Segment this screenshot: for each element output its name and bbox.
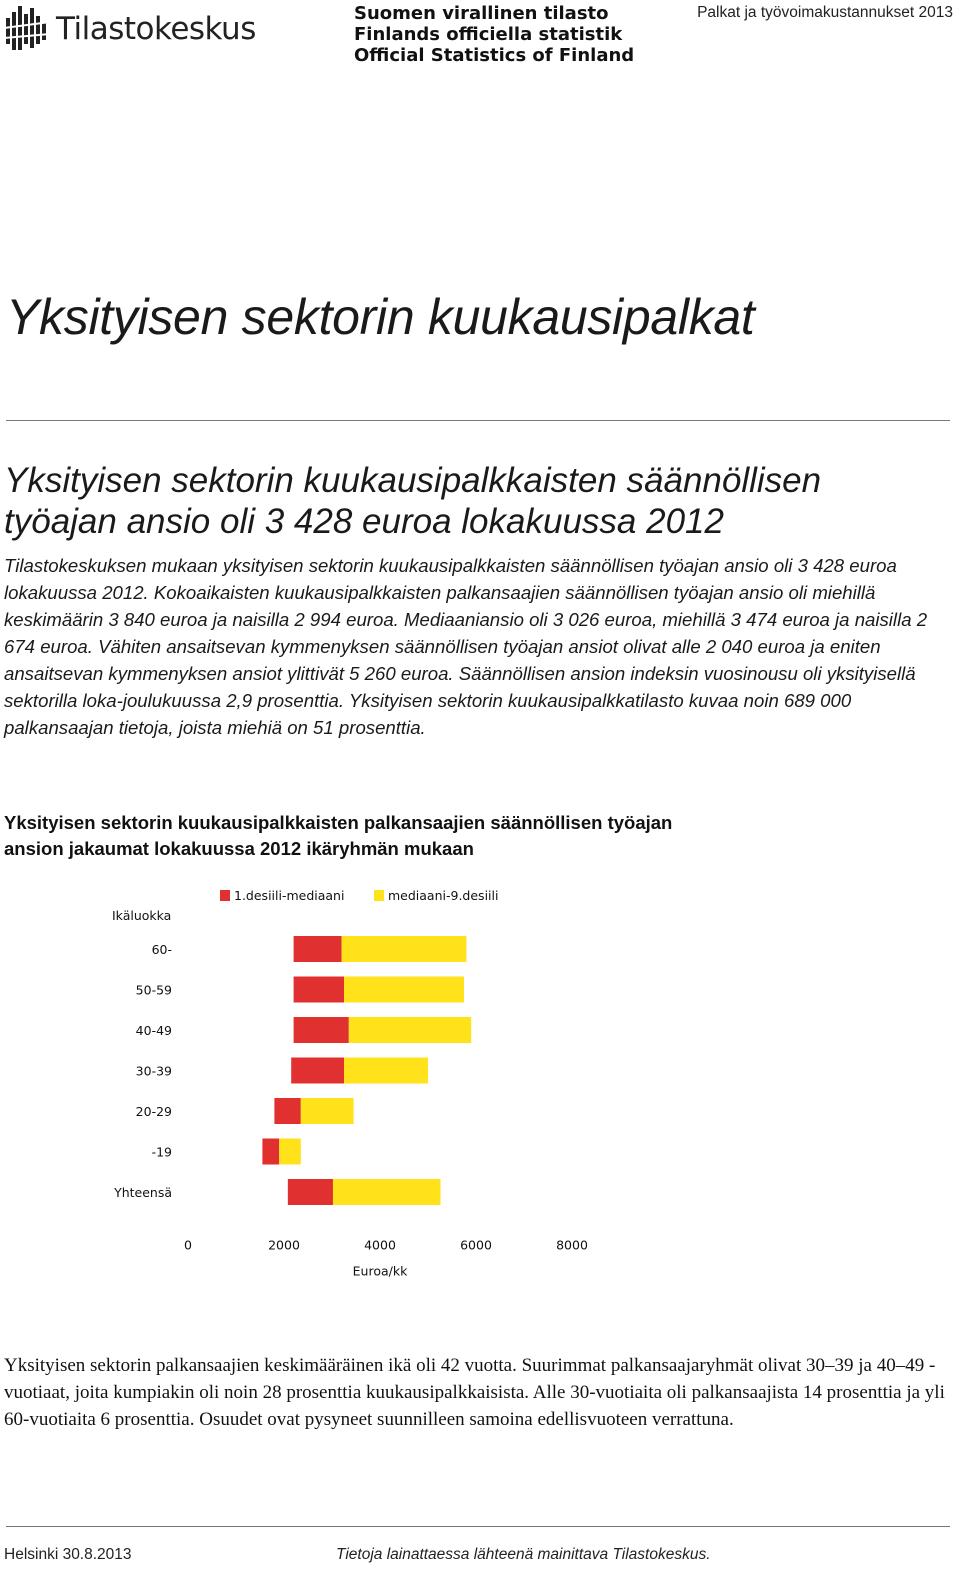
legend-label: 1.desiili-mediaani bbox=[234, 888, 345, 903]
bar-low bbox=[262, 1139, 279, 1165]
category-label: -19 bbox=[151, 1144, 172, 1160]
category-label: 50-59 bbox=[135, 982, 172, 998]
bar-low bbox=[291, 1058, 344, 1084]
x-tick-label: 6000 bbox=[460, 1237, 492, 1253]
footer-divider bbox=[6, 1526, 950, 1527]
bar-low bbox=[288, 1179, 333, 1205]
logo-mark-icon bbox=[4, 4, 50, 54]
legend-swatch bbox=[374, 890, 384, 901]
section-heading: Yksityisen sektorin kuukausipalkkaisten säännöllisen työajan ansio oli 3 428 euroa lokakuussa 2012 bbox=[4, 461, 822, 541]
page-title: Yksityisen sektorin kuukausipalkat bbox=[6, 289, 755, 345]
bar-low bbox=[294, 1017, 349, 1043]
official-statistics-label bbox=[354, 3, 634, 66]
chart-svg bbox=[100, 880, 620, 1279]
x-tick-label: 4000 bbox=[364, 1237, 396, 1253]
page-header bbox=[0, 0, 960, 70]
official-line-en: Official Statistics of Finland bbox=[354, 45, 635, 66]
legend-swatch bbox=[220, 890, 230, 901]
category-label: 60- bbox=[151, 942, 172, 957]
x-tick-label: 0 bbox=[184, 1237, 192, 1253]
official-line-fi: Suomen virallinen tilasto bbox=[354, 3, 609, 24]
age-group-wage-chart bbox=[100, 880, 620, 1279]
body-paragraph: Yksityisen sektorin palkansaajien keskimääräinen ikä oli 42 vuotta. Suurimmat palkansaajaryhmät olivat 30–39 ja 40–49 -vuotiaat, joita kumpiakin oli noin 28 prosenttia kuukausipalkkaisista. Alle 30-vuotiaita oli palkansaajista 14 prosenttia ja yli 60-vuotiaita 6 prosenttia. Osuudet ovat pysyneet suunnilleen samoina edellisvuoteen verrattuna. bbox=[4, 1355, 945, 1430]
chart-title: Yksityisen sektorin kuukausipalkkaisten palkansaajien säännöllisen työajan ansion jakaumat lokakuussa 2012 ikäryhmän mukaan bbox=[4, 812, 673, 859]
bar-high bbox=[344, 1058, 428, 1084]
x-axis-label: Euroa/kk bbox=[352, 1263, 408, 1279]
bar-low bbox=[294, 977, 344, 1003]
statistics-finland-logo bbox=[4, 4, 256, 54]
y-axis-label: Ikäluokka bbox=[112, 908, 172, 923]
bar-high bbox=[349, 1017, 471, 1043]
bar-low bbox=[274, 1098, 300, 1124]
legend-label: mediaani-9.desiili bbox=[388, 888, 499, 903]
lead-paragraph: Tilastokeskuksen mukaan yksityisen sektorin kuukausipalkkaisten säännöllisen työajan ansio oli 3 428 euroa lokakuussa 2012. Kokoaikaisten kuukausipalkkaisten palkansaajien säännöllisen työajan ansio oli miehillä keskimäärin 3 840 euroa ja naisilla 2 994 euroa. Mediaaniansio oli 3 026 euroa, miehillä 3 474 euroa ja naisilla 2 674 euroa. Vähiten ansaitsevan kymmenyksen säännöllisen työajan ansiot olivat alle 2 040 euroa ja eniten ansaitsevan kymmenyksen ansiot ylittivät 5 260 euroa. Säännöllisen ansion indeksin vuosinousu oli yksityisellä sektorilla loka-joulukuussa 2,9 prosenttia. Yksityisen sektorin kuukausipalkkatilasto kuvaa noin 689 000 palkansaajan tietoja, joista miehiä on 51 prosenttia. bbox=[4, 555, 928, 738]
bar-high bbox=[301, 1098, 354, 1124]
x-tick-label: 2000 bbox=[268, 1237, 300, 1253]
bar-high bbox=[344, 977, 464, 1003]
x-tick-label: 8000 bbox=[556, 1237, 588, 1253]
divider bbox=[6, 420, 950, 421]
publication-name: Palkat ja työvoimakustannukset 2013 bbox=[697, 4, 953, 21]
official-line-sv: Finlands officiella statistik bbox=[354, 24, 623, 45]
category-label: 30-39 bbox=[135, 1063, 172, 1079]
bar-low bbox=[294, 936, 342, 962]
category-label: 20-29 bbox=[135, 1104, 172, 1119]
bar-high bbox=[342, 936, 467, 962]
category-label: Yhteensä bbox=[114, 1185, 172, 1200]
category-label: 40-49 bbox=[135, 1023, 172, 1038]
footer-date: Helsinki 30.8.2013 bbox=[4, 1546, 132, 1563]
bar-high bbox=[333, 1179, 441, 1205]
bar-high bbox=[279, 1139, 301, 1165]
footer-citation: Tietoja lainattaessa lähteenä mainittava Tilastokeskus. bbox=[336, 1546, 711, 1563]
logo-text: Tilastokeskus bbox=[56, 10, 256, 47]
